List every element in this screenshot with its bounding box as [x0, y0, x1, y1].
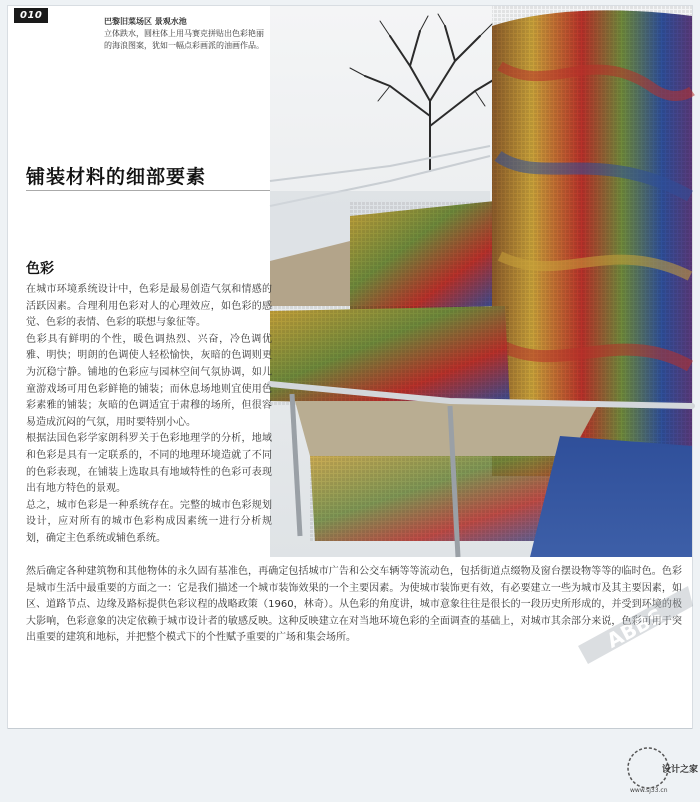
page-number: 010 [14, 8, 48, 23]
paragraph-2: 色彩具有鲜明的个性，暖色调热烈、兴奋，冷色调优雅、明快；明朗的色调使人轻松愉快，灰暗的色调则更为沉稳宁静。铺地的色彩应与园林空间气氛协调，如儿童游戏场可用色彩鲜艳的铺装；而休息场地则宜使用色彩素雅的铺装；灰暗的色调适宜于肃穆的场所，但很容易造成沉闷的气氛，用时要特别小心。 [26, 333, 272, 428]
photo-caption [104, 16, 264, 52]
main-title: 铺装材料的细部要素 [26, 166, 207, 188]
photo-illustration [270, 6, 692, 557]
section-heading-color: 色彩 [26, 261, 54, 277]
watermark-graphic [568, 566, 698, 666]
watermark-icon [568, 566, 698, 666]
paragraph-4: 总之，城市色彩是一种系统存在。完整的城市色彩规划设计，应对所有的城市色彩构成因素统一进行分析规划，确定主色系统或辅色系统。 [26, 499, 272, 544]
mosaic-fountain-photo [270, 6, 692, 557]
page-bottom-rule [8, 728, 692, 729]
book-page [8, 6, 692, 728]
paragraph-1: 在城市环境系统设计中，色彩是最易创造气氛和情感的活跃因素。合理利用色彩对人的心理效应，如色彩的感觉、色彩的表情、色彩的联想与象征等。 [26, 284, 272, 329]
paragraph-3: 根据法国色彩学家朗科罗关于色彩地理学的分析，地域和色彩是具有一定联系的，不同的地理环境造就了不同的色彩表现，在铺装上选取具有地域特性的色彩可表现出有地方特色的景观。 [26, 433, 272, 495]
caption-body: 立体跌水，圆柱体上用马赛克拼贴出色彩艳丽的海浪图案，犹如一幅点彩画派的油画作品。 [104, 29, 264, 50]
logo-main-text: 设计之家 [662, 765, 699, 775]
paragraph-wide: 然后确定各种建筑物和其他物体的永久固有基准色，再确定包括城市广告和公交车辆等等流动色，包括街道点缀物及窗台摆设物等等的临时色。色彩是城市生活中最重要的方面之一：它是我们描述一个城市装饰效果的一个主要因素。为使城市装饰更有效，有必要建立一些为城市及其主要因素，如区、道路节点、边缘及路标提供色彩议程的战略政策（1960，林奇）。从色彩的角度讲，城市意象往往是很长的一段历史所形成的，并受到环境的极大影响，色彩意象的决定依赖于城市设计者的敏感反映。这种反映建立在对当地环境色彩的全面调查的基础上，对城市其余部分来说，色彩可用于突出重要的建筑和地标，并把整个模式下的个性赋予重要的广场和集会场所。 [26, 566, 682, 644]
logo-graphic [618, 742, 699, 798]
title-divider [26, 190, 270, 191]
logo-url-text: www.sj33.cn [630, 787, 668, 794]
watermark-text: ABBS [602, 603, 668, 653]
site-logo-icon [618, 742, 699, 798]
caption-title: 巴黎旧菜场区 景观水池 [104, 17, 187, 26]
body-text-column [26, 282, 272, 548]
